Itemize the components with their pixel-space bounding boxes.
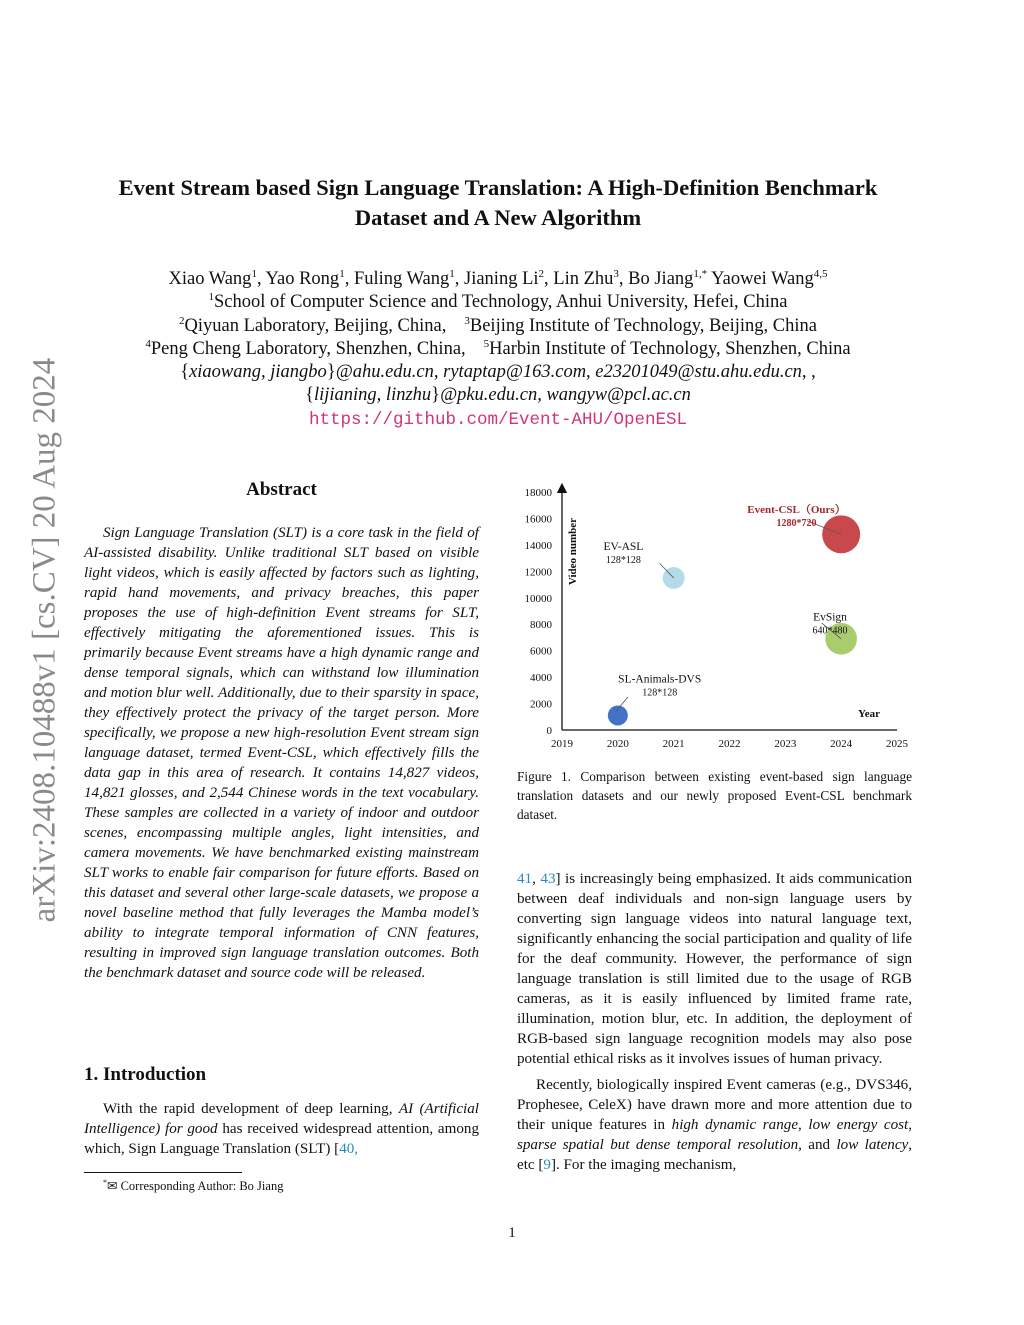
brace: {	[305, 385, 314, 406]
x-tick-label: 2021	[662, 738, 685, 750]
affiliation-line-1	[60, 291, 936, 314]
brace: }	[431, 385, 441, 406]
author-affiliation-mark: 1	[339, 268, 345, 280]
y-tick-label: 16000	[524, 513, 552, 526]
x-tick-label: 2023	[774, 738, 797, 750]
author-affiliation-mark: 1	[449, 268, 455, 280]
emphasis: low latency	[836, 1137, 909, 1153]
introduction-heading: 1. Introduction	[84, 1064, 207, 1085]
y-tick-label: 6000	[530, 645, 552, 658]
email-line-2	[60, 384, 936, 407]
y-tick-label: 2000	[530, 698, 552, 711]
author-affiliation-mark: 2	[538, 268, 545, 280]
email-trailing: , ,	[801, 362, 816, 383]
paragraph-text: ,	[798, 1117, 809, 1133]
footnote	[103, 1178, 283, 1194]
brace: }	[326, 362, 336, 383]
affiliation: Qiyuan Laboratory, Beijing, China,	[184, 315, 447, 336]
affiliation-mark: 3	[464, 314, 470, 327]
paragraph-text: , etc [	[517, 1137, 913, 1173]
figure-caption: Figure 1. Comparison between existing event-based sign language translation datasets and our newly proposed Event-CSL benchmark dataset.	[517, 769, 912, 822]
title-line-2: Dataset and A New Algorithm	[354, 205, 642, 230]
affiliation: Peng Cheng Laboratory, Shenzhen, China,	[150, 338, 466, 359]
affiliation-line-3	[60, 338, 936, 361]
intro-text: has received widespread attention, among which, Sign Language Translation (SLT) [	[84, 1121, 479, 1157]
author-name: , Bo Jiang	[618, 269, 694, 289]
paragraph-text: , and	[798, 1137, 837, 1153]
y-tick-label: 18000	[524, 487, 552, 499]
paragraph-text: Recently, biologically inspired Event cameras (e.g., DVS346, Prophesee, CeleX) have drawn more and more attention due to their unique features in	[517, 1077, 912, 1133]
author-name: , Jianing Li	[454, 269, 539, 289]
point-name-label: Event-CSL（Ours）	[747, 504, 846, 517]
footnote-mark: *	[103, 1178, 107, 1187]
bubble-chart	[510, 480, 920, 755]
point-name-label: SL-Animals-DVS	[618, 673, 702, 686]
right-paragraph-2	[517, 1075, 912, 1175]
arxiv-identifier-stamp: arXiv:2408.10488v1 [cs.CV] 20 Aug 2024	[26, 357, 63, 923]
point-resolution-label: 640*480	[812, 625, 848, 637]
affiliation-line-2	[60, 315, 936, 338]
footnote-text: ✉ Corresponding Author: Bo Jiang	[107, 1179, 284, 1194]
email-names: lijianing, linzhu	[313, 385, 432, 406]
y-tick-label: 10000	[524, 592, 552, 605]
y-tick-label: 8000	[530, 619, 552, 632]
citation-link[interactable]: 40,	[339, 1141, 359, 1157]
email-line-1	[60, 361, 936, 384]
point-resolution-label: 1280*720	[776, 518, 817, 530]
x-tick-label: 2025	[886, 738, 908, 750]
author-name: , Lin Zhu	[544, 269, 614, 289]
y-tick-label: 14000	[524, 539, 552, 552]
right-paragraph-1	[517, 869, 912, 1069]
repo-link-line	[60, 408, 936, 432]
author-name: Xiao Wang	[168, 269, 252, 289]
x-tick-label: 2019	[551, 738, 573, 750]
email-addresses: @pku.edu.cn, wangyw@pcl.ac.cn	[440, 385, 691, 406]
emphasis: sparse spatial but dense temporal resolution	[517, 1137, 799, 1153]
abstract-body: Sign Language Translation (SLT) is a core task in the field of AI-assisted disability. Unlike traditional SLT based on visible light videos, which is easily affected by factors such as lighting, rapid hand movements, and privacy breaches, this paper proposes the use of high-definition Event streams for SLT, effectively mitigating the aforementioned issues. This is primarily because Event streams have a high dynamic range and dense temporal signals, which can withstand low illumination and motion blur well. Additionally, due to their sparsity in space, they effectively protect the privacy of the target person. More specifically, we propose a new high-resolution Event stream sign language dataset, termed Event-CSL, which effectively fills the data gap in this area of research. It contains 14,827 videos, 14,821 glosses, and 2,544 Chinese words in the text vocabulary. These samples are collected in a variety of indoor and outdoor scenes, encompassing multiple angles, light intensities, and camera movements. We have benchmarked existing mainstream SLT works to enable fair comparison for future efforts. Based on this dataset and several other large-scale datasets, we propose a novel baseline method that fully leverages the Mamba model’s ability to integrate temporal information of CNN features, resulting in improved sign language translation outcomes. Both the benchmark dataset and source code will be released.	[84, 525, 479, 981]
author-name: , Yao Rong	[256, 269, 340, 289]
affiliation-mark: 1	[208, 291, 215, 304]
point-resolution-label: 128*128	[642, 687, 678, 699]
citation-separator: ,	[532, 871, 541, 887]
affiliation: Harbin Institute of Technology, Shenzhen, China	[489, 338, 851, 359]
affiliation-mark: 2	[179, 314, 185, 327]
affiliation: School of Computer Science and Technology, Anhui University, Hefei, China	[214, 292, 788, 313]
x-tick-label: 2024	[830, 738, 853, 750]
author-affiliation-mark: 3	[613, 268, 619, 280]
x-tick-label: 2022	[718, 738, 741, 750]
affiliation-mark: 5	[483, 337, 490, 350]
repo-link[interactable]: https://github.com/Event-AHU/OpenESL	[308, 409, 688, 430]
intro-emphasis: AI (Artificial Intelligence) for good	[84, 1101, 479, 1137]
author-list	[60, 268, 936, 291]
title-line-1: Event Stream based Sign Language Translation: A High-Definition Benchmark	[118, 175, 878, 200]
point-resolution-label: 128*128	[605, 555, 641, 567]
page-number: 1	[508, 1225, 516, 1241]
paragraph-text: ] is increasingly being emphasized. It aids communication between deaf individuals and non-sign language users by converting sign language videos into natural language text, significantly enhancing the social participation and quality of life for the deaf community. However, the performance of sign language translation is still limited due to the usage of RGB cameras, as it is easily influenced by limited frame rate, illumination, motion blur, etc. In addition, the deployment of RGB-based sign language recognition models may also pose potential ethical risks as it involves issues of human privacy.	[517, 871, 912, 1067]
affiliation-mark: 4	[145, 337, 151, 350]
introduction-paragraph	[84, 1099, 479, 1159]
y-axis-title: Video number	[567, 517, 579, 586]
intro-text: With the rapid development of deep learning,	[103, 1101, 399, 1117]
author-affiliation-mark: 1	[251, 268, 257, 280]
authors-affiliations	[60, 268, 936, 432]
brace: {	[180, 362, 190, 383]
email-addresses: @ahu.edu.cn, rytaptap@163.com, e23201049@stu.ahu.edu.cn	[335, 362, 802, 383]
paper-title	[60, 173, 936, 233]
abstract-heading: Abstract	[246, 479, 317, 500]
author-name: , Fuling Wang	[344, 269, 450, 289]
author-affiliation-mark: 1,*	[693, 268, 708, 280]
emphasis: high dynamic range	[671, 1117, 799, 1133]
affiliation: Beijing Institute of Technology, Beijing, China	[469, 315, 817, 336]
paragraph-text: ,	[908, 1117, 912, 1133]
point-name-label: EvSign	[813, 611, 847, 624]
figure-1-chart	[510, 480, 920, 755]
point-name-label: EV-ASL	[603, 541, 644, 554]
author-affiliation-mark: 4,5	[813, 268, 828, 280]
y-tick-label: 4000	[530, 672, 552, 685]
emphasis: low energy cost	[808, 1117, 909, 1133]
author-name: Yaowei Wang	[707, 269, 814, 289]
paragraph-text: ]. For the imaging mechanism,	[550, 1157, 737, 1173]
y-tick-label: 0	[546, 725, 552, 737]
x-axis-title: Year	[858, 708, 880, 720]
citation-link[interactable]: 43	[540, 871, 556, 887]
right-column-body	[517, 869, 912, 1181]
footnote-rule	[84, 1172, 242, 1173]
x-tick-label: 2020	[606, 738, 629, 750]
email-names: xiaowang, jiangbo	[189, 362, 327, 383]
citation-link[interactable]: 41	[517, 871, 533, 887]
label-layer	[603, 503, 847, 711]
citation-link[interactable]: 9	[543, 1157, 551, 1173]
y-tick-label: 12000	[524, 566, 552, 579]
